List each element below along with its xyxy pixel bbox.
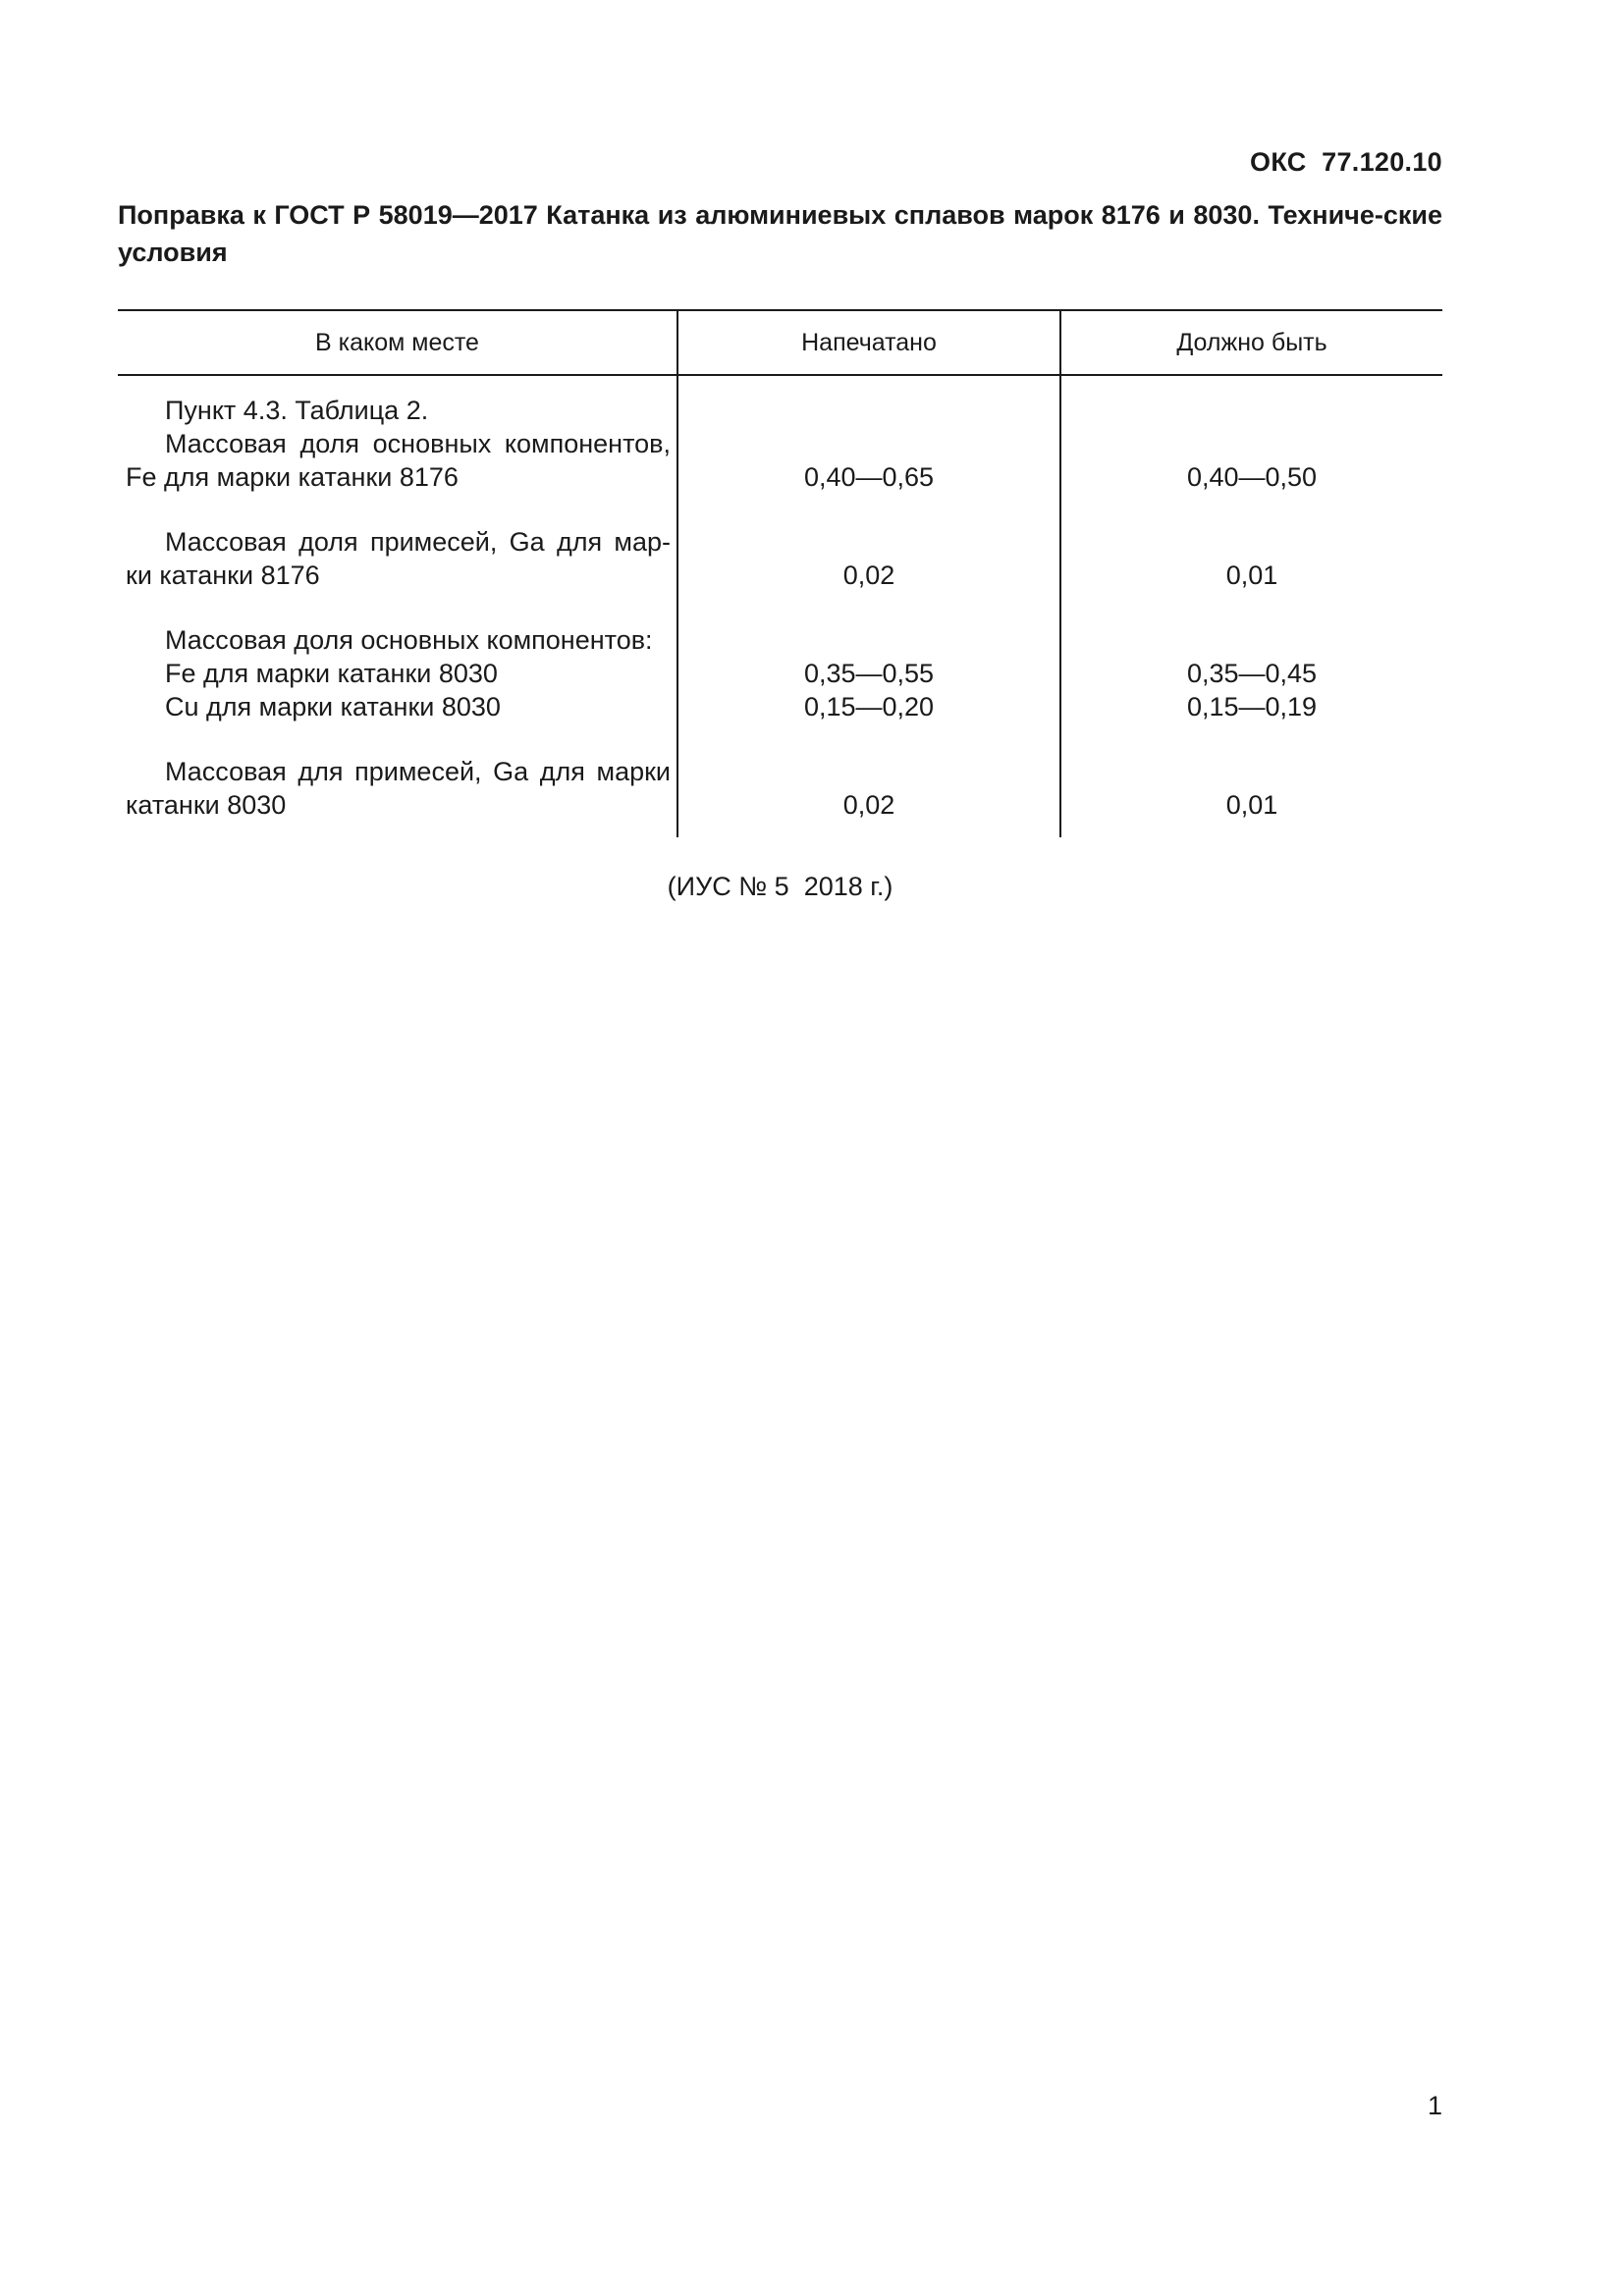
printed-value: 0,40—0,65 — [803, 462, 935, 492]
place-cell — [118, 494, 677, 592]
table-row — [118, 592, 1442, 723]
table-body — [118, 375, 1442, 837]
printed-value: 0,15—0,20 — [803, 692, 935, 721]
classification-code: ОКС 77.120.10 — [1250, 147, 1442, 177]
table-row — [118, 375, 1442, 494]
printed-cell — [677, 592, 1060, 723]
should-be-value: 0,01 — [1225, 561, 1278, 590]
place-text: Массовая доля основных компонентов, Fe для марки катанки 8176 — [126, 429, 671, 492]
document-title: Поправка к ГОСТ Р 58019—2017 Катанка из алюминиевых сплавов марок 8176 и 8030. Техниче-ские условия — [118, 200, 1442, 267]
should-be-value: 0,40—0,50 — [1186, 462, 1318, 492]
table-row — [118, 723, 1442, 837]
should-be-cell — [1060, 723, 1442, 837]
table-header — [118, 310, 1442, 375]
printed-cell — [677, 723, 1060, 837]
should-be-value: 0,01 — [1225, 790, 1278, 820]
place-text: Cu для марки катанки 8030 — [165, 692, 501, 721]
corrections-table — [118, 309, 1442, 837]
column-header-place: В каком месте — [118, 310, 677, 375]
place-text: Массовая для примесей, Ga для марки катанки 8030 — [126, 757, 671, 820]
place-cell — [118, 723, 677, 837]
place-text: Пункт 4.3. Таблица 2. — [165, 396, 429, 425]
should-be-cell — [1060, 494, 1442, 592]
should-be-value: 0,15—0,19 — [1186, 692, 1318, 721]
table-row — [118, 494, 1442, 592]
printed-value: 0,02 — [842, 790, 895, 820]
column-header-should-be: Должно быть — [1060, 310, 1442, 375]
printed-cell — [677, 494, 1060, 592]
column-header-printed: Напечатано — [677, 310, 1060, 375]
printed-value: 0,02 — [842, 561, 895, 590]
should-be-cell — [1060, 375, 1442, 494]
table-header-row — [118, 310, 1442, 375]
page-number: 1 — [1427, 2091, 1442, 2120]
should-be-value: 0,35—0,45 — [1186, 659, 1318, 688]
printed-cell — [677, 375, 1060, 494]
place-text: Массовая доля основных компонентов: — [165, 625, 653, 655]
place-cell — [118, 592, 677, 723]
printed-value: 0,35—0,55 — [803, 659, 935, 688]
place-text: Fe для марки катанки 8030 — [165, 659, 498, 688]
place-cell — [118, 375, 677, 494]
ius-reference: (ИУС № 5 2018 г.) — [667, 872, 893, 901]
place-text: Массовая доля примесей, Ga для мар-ки катанки 8176 — [126, 527, 671, 590]
should-be-cell — [1060, 592, 1442, 723]
